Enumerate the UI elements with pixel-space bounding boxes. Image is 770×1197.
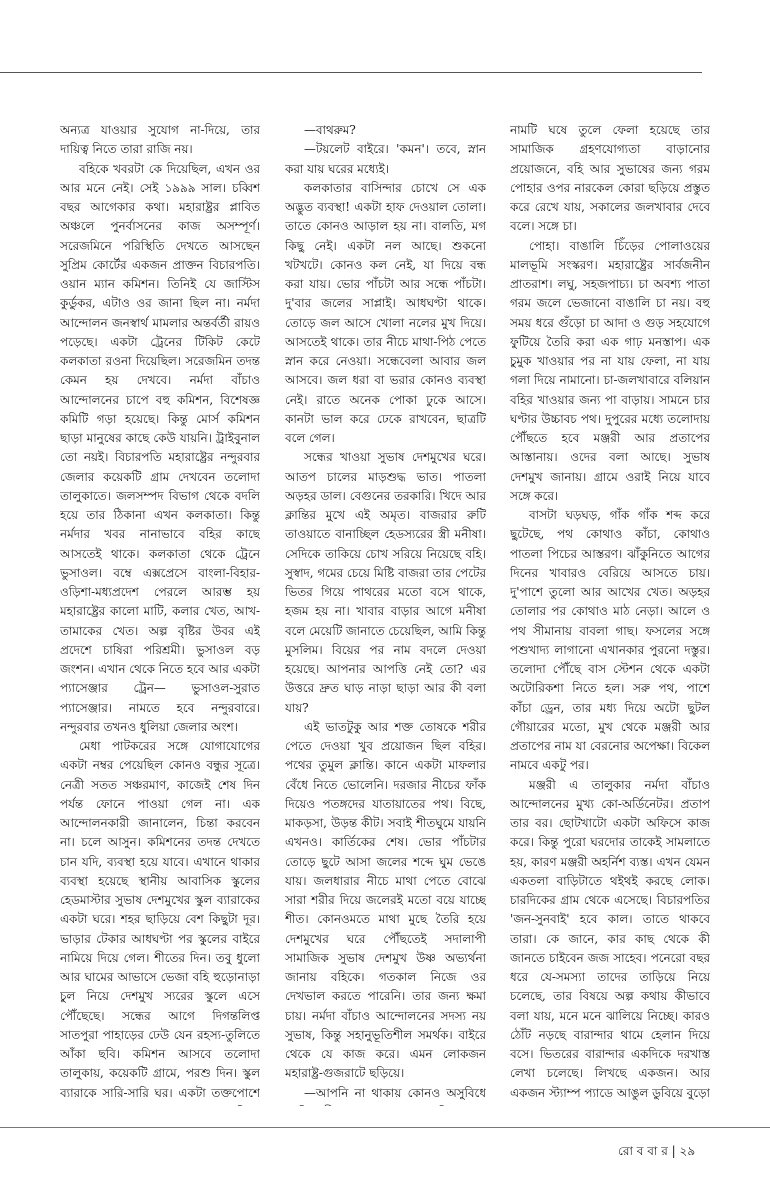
paragraph: পোহা। বাঙালি চিঁড়ের পোলাওয়ের মালভূমি সংস্করণ। মহারাষ্ট্রের সার্বজনীন প্রাতরাশ। লঘু, সহজপাচ্য। চা অবশ্য পাতা গরম জলে ভেজানো বাঙালি চা নয়। বহু সময় ধরে গুঁড়ো চা আদা ও গুড় সহযোগে ফুটিয়ে তৈরি করা এক গাঢ় মনস্তাপ। এক চুমুক খাওয়ার পর না যায় ফেলা, না যায় গলা দিয়ে নামানো। চা-জলখাবারে বলিয়ান বহির খাওয়ার জন্য পা বাড়ায়। সামনে চার ঘণ্টার উচ্চাবচ পথ। দুপুরের মধ্যে তলোদায় পৌঁছতে হবে মঞ্জরী আর প্রতাপের আস্তানায়। ওদের বলা আছে। সুভাষ দেশমুখ জানায়। গ্রামে ওরাই নিয়ে যাবে সঙ্গে করে। (510, 238, 710, 503)
footer-rule (0, 1127, 770, 1128)
magazine-name: রো ব বা র (618, 1144, 668, 1158)
paragraph: মঞ্জরী এ তালুকার নর্মদা বাঁচাও আন্দোলনের মুখ্য কো-অর্ডিনেটর। প্রতাপ তার বর। ছোটখাটো একটা অফিসে কাজ করে। কিন্তু পুরো ঘরদোর তাকেই সামলাতে হয়, কারণ মঞ্জরী অহর্নিশ ব্যস্ত। এখন যেমন একতলা বাড়িটাতে থইথই করছে লোক। চারদিকের গ্রাম থেকে এসেছে। বিচারপতির 'জন-সুনবাই' হবে কাল। তাতে থাকবে তারা। কে জানে, কার কাছ থেকে কী জানতে চাইবেন জজ সাহেব। পনেরো বছর ধরে যে-সমস্যা তাদের তাড়িয়ে নিয়ে চলেছে, তার বিষয়ে অল্প কথায় কীভাবে বলা যায়, মনে মনে ঝালিয়ে নিচ্ছে। কারও ঠোঁট নড়ছে বারান্দার থামে হেলান দিয়ে বসে। ভিতরের বারান্দার একদিকে দরখাস্ত লেখা চলেছে। লিখছে একজন। আর একজন স্ট্যাম্প প্যাডে আঙুল ডুবিয়ে বুড়ো (510, 777, 710, 1100)
header-rule (0, 72, 702, 73)
paragraph: —টয়লেট বাইরে। 'কমন'। তবে, স্নান করা যায় ঘরের মধ্যেই। (285, 142, 486, 176)
page-footer (618, 1143, 695, 1163)
paragraph: —বাথরুম? (304, 123, 356, 137)
paragraph: নামটি ঘষে তুলে ফেলা হয়েছে তার সামাজিক গ্রহণযোগ্যতা বাড়ানোর প্রয়োজনে, বহি আর সুভাষের জন্য গরম পোহার ওপর নারকেল কোরা ছড়িয়ে প্রস্তুত করে রেখে যায়, সকালের জলখাবার দেবে বলে। সঙ্গে চা। (510, 123, 710, 234)
text-column-2 (285, 121, 486, 1106)
paragraph: সন্ধের খাওয়া সুভাষ দেশমুখের ঘরে। আতপ চালের মাড়শুদ্ধ ভাত। পাতলা অড়হর ডাল। বেগুনের তরকারি। খিদে আর ক্লান্তির মুখে এই অমৃত। বাজরার রুটি তাওয়াতে বানাচ্ছিল হেডস্যরের স্ত্রী মনীষা। সেদিকে তাকিয়ে চোখ সরিয়ে নিয়েছে বহি। সুস্বাদ, গমের চেয়ে মিষ্টি বাজরা তার পেটের ভিতর গিয়ে পাথরের মতো বসে থাকে, হজম হয় না। খাবার বাড়ার আগে মনীষা বলে মেয়েটি জানাতে চেয়েছিল, আমি কিন্তু মুসলিম। বিয়ের পর নাম বদলে দেওয়া হয়েছে। আপনার আপত্তি নেই তো? এর উত্তরে দ্রুত ঘাড় নাড়া ছাড়া আর কী বলা যায়? (285, 450, 486, 715)
text-column-1 (60, 121, 260, 1106)
paragraph: বহিকে খবরটা কে দিয়েছিল, এখন ওর আর মনে নেই। সেই ১৯৯৯ সাল। চব্বিশ বছর আগেকার কথা। মহারাষ্ট্রর প্লাবিত অঞ্চলে পুনর্বাসনের কাজ অসম্পূর্ণ। সরেজমিনে পরিস্থিতি দেখতে আসছেন সুপ্রিম কোর্টের একজন প্রাক্তন বিচারপতি। ওয়ান ম্যান কমিশন। তিনিই যে জাস্টিস কুর্ডুকর, এটাও ওর জানা ছিল না। নর্মদা আন্দোলন জনস্বার্থ মামলার অন্তর্বর্তী রায়ও পড়েছে। একটা ট্রেনের টিকিট কেটে কলকাতা রওনা দিয়েছিল। সরেজমিন তদন্ত কেমন হয় দেখবে। নর্মদা বাঁচাও আন্দোলনের চাপে বহু কমিশন, বিশেষজ্ঞ কমিটি গড়া হয়েছে। কিন্তু মোর্স কমিশন ছাড়া মানুষের কাছে কেউ যায়নি। ট্রাইবুনাল তো নয়ই। বিচারপতি মহারাষ্ট্রের নন্দুরবার জেলার কয়েকটি গ্রাম দেখবেন তলোদা তালুকাতে। জলসম্পদ বিভাগ থেকে বদলি হয়ে তার ঠিকানা এখন কলকাতা। কিন্তু নর্মদার খবর নানাভাবে বহির কাছে আসতেই থাকে। কলকাতা থেকে ট্রেনে ভুসাওল। বম্বে এক্সপ্রেসে বাংলা-বিহার-ওড়িশা-মধ্যপ্রদেশ পেরলে আরম্ভ হয় মহারাষ্ট্রের কালো মাটি, কলার খেত, আখ-তামাকের খেত। অল্প বৃষ্টির উবর এই প্রদেশে চাষিরা পরিশ্রমী। ভুসাওল বড় জংশন। এখান থেকে নিতে হবে আর একটা প্যাসেঞ্জার ট্রেন— ভুসাওল-সুরাত প্যাসেঞ্জার। নামতে হবে নন্দুরবারে। নন্দুরবার তখনও ধুলিয়া জেলার অংশ। (60, 161, 260, 734)
paragraph: বাসটা ঘড়ঘড়, গাঁক গাঁক শব্দ করে ছুটেছে, পথ কোথাও কাঁচা, কোথাও পাতলা পিচের আস্তরণ। ঝাঁকুনিতে আগের দিনের খাবারও বেরিয়ে আসতে চায়। দু'পাশে তুলো আর আখের খেত। অড়হর তোলার পর কোথাও মাঠ নেড়া। আলে ও পথ সীমানায় বাবলা গাছ। ফসলের সঙ্গে পশুখাদ্য লাগানো এখানকার পুরনো দস্তুর। তলোদা পৌঁছে বাস স্টেশন থেকে একটা অটোরিকশা নিতে হল। সরু পথ, পাশে কাঁচা ড্রেন, তার মধ্য দিয়ে অটো ছুটল গৌয়ারের মতো, মুখ থেকে মঞ্জরী আর প্রতাপের নাম যা বেরনোর অপেক্ষা। বিকেল নামবে একটু পর। (510, 508, 710, 773)
paragraph: অন্যত্র যাওয়ার সুযোগ না-দিয়ে, তার দায়িত্ব নিতে তারা রাজি নয়। (60, 123, 260, 157)
paragraph: —আপনি না থাকায় কোনও অসুবিধে (304, 1085, 486, 1100)
footer-separator: | (671, 1144, 676, 1158)
paragraph: এই ভাতটুকু আর শক্ত তোষকে শরীর পেতে দেওয়া খুব প্রয়োজন ছিল বহির। পথের তুমুল ক্লান্তি। কানে একটা মাফলার বেঁধে নিতে ভোলেনি। দরজার নীচের ফাঁক দিয়েও পতঙ্গদের যাতায়াতের পথ। বিছে, মাকড়সা, উড়ন্ত কীট। সবাই শীতঘুমে যায়নি এখনও। কার্তিকের শেষ। ভোর পাঁচটার তোড়ে ছুটে আসা জলের শব্দে ঘুম ভেঙে যায়। জলধারার নীচে মাথা পেতে বোঝে সারা শরীর দিয়ে জলেরই মতো বয়ে যাচ্ছে শীত। কোনওমতে মাথা মুছে তৈরি হয়ে দেশমুখের ঘরে পৌঁছতেই সদালাপী সামাজিক সুভাষ দেশমুখ উষ্ণ অভ্যর্থনা জানায় বহিকে। গতকাল নিজে ওর দেখভাল করতে পারেনি। তার জন্য ক্ষমা চায়। নর্মদা বাঁচাও আন্দোলনের সদস্য নয় সুভাষ, কিন্তু সহানুভূতিশীল সমর্থক। বাইরে থেকে যে কাজ করে। এমন লোকজন মহারাষ্ট্র-গুজরাটে ছড়িয়ে। (285, 719, 486, 1081)
paragraph: মেধা পাটকরের সঙ্গে যোগাযোগের একটা নম্বর পেয়েছিল কোনও বন্ধুর সূত্রে। নেত্রী সতত সঞ্চরমাণ, কাজেই শেষ দিন পর্যন্ত ফোনে পাওয়া গেল না। এক আন্দোলনকারী জানালেন, চিন্তা করবেন না। চলে আসুন। কমিশনের তদন্ত দেখতে চান যদি, ব্যবস্থা হয়ে যাবে। এখানে থাকার ব্যবস্থা হয়েছে স্থানীয় আবাসিক স্কুলের হেডমাস্টার সুভাষ দেশমুখের স্কুল ব্যারাকের একটা ঘরে। শহর ছাড়িয়ে বেশ কিছুটা দূর। ভাড়ার টেকার আধঘণ্টা পর স্কুলের বাইরে নামিয়ে দিয়ে গেল। শীতের দিন। তবু ধুলো আর ঘামের আভাসে ভেজা বহি হুড়োনাড়া চুল নিয়ে দেশমুখ স্যরের স্কুলে এসে পৌঁছেছে। সন্ধের আগে দিগন্তলিপ্ত সাতপুরা পাহাড়ের ঢেউ যেন রহস্য-তুলিতে আঁকা ছবি। কমিশন আসবে তলোদা তালুকায়, কয়েকটি গ্রামে, পরশু দিন। স্কুল ব্যারাকে সারি-সারি ঘর। একটা তক্তপোশে (60, 739, 260, 1100)
text-column-3 (510, 121, 710, 1106)
page-number: ২৯ (679, 1144, 696, 1158)
paragraph: কলকাতার বাসিন্দার চোখে সে এক অদ্ভুত ব্যবস্থা! একটা হাফ দেওয়াল তোলা। তাতে কোনও আড়াল হয় না। বালতি, মগ কিছু নেই। একটা নল আছে। শুকনো খটখটে। কোনও কল নেই, যা দিয়ে বন্ধ করা যায়। ভোর পাঁচটা আর সন্ধে পাঁচটা। দু'বার জলের সাপ্লাই। আধঘণ্টা থাকে। তোড়ে জল আসে খোলা নলের মুখ দিয়ে। আসতেই থাকে। তার নীচে মাথা-পিঠ পেতে স্নান করে নেওয়া। সন্ধেবেলা আবার জল আসবে। জল ধরা বা ভরার কোনও ব্যবস্থা নেই। রাতে অনেক পোকা ঢুকে আসে। কানটা ভাল করে ঢেকে রাখবেন, ছাত্রটি বলে গেল। (285, 180, 486, 445)
